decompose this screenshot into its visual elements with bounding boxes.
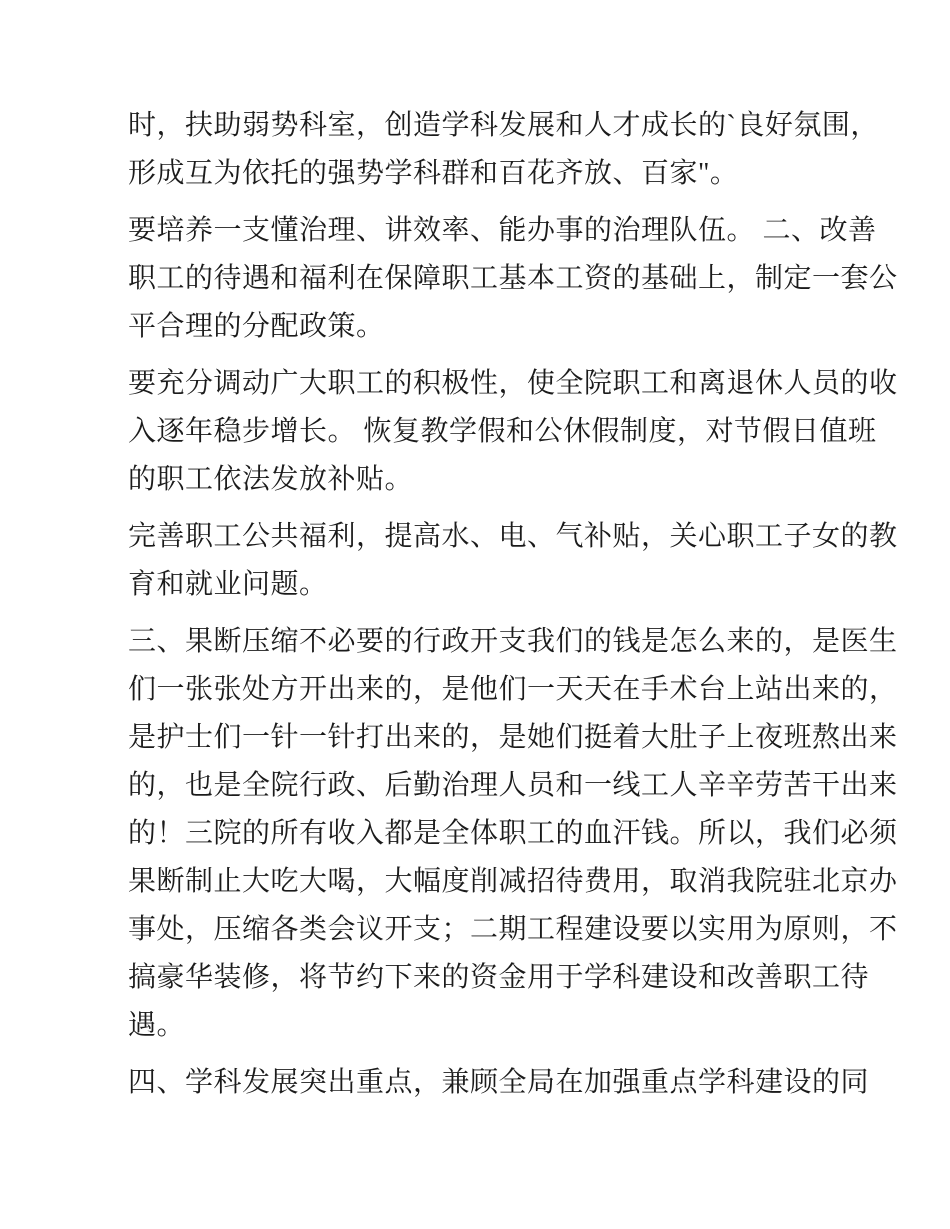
paragraph (128, 513, 898, 609)
text-line: 时，扶助弱势科室，创造学科发展和人才成长的`良好氛围， (128, 110, 879, 141)
text-line: 们一张张处方开出来的，是他们一天天在手术台上站出来的， (128, 674, 898, 705)
paragraph (128, 102, 879, 198)
text-line: 遇。 (128, 1010, 186, 1041)
text-line: 事处，压缩各类会议开支；二期工程建设要以实用为原则，不 (128, 914, 898, 945)
text-line: 育和就业问题。 (128, 569, 328, 600)
text-line: 职工的待遇和福利在保障职工基本工资的基础上，制定一套公 (128, 263, 898, 294)
text-line: 形成互为依托的强势学科群和百花齐放、百家"。 (128, 158, 739, 189)
paragraph (128, 618, 898, 1050)
paragraph (128, 1059, 870, 1107)
text-line: 的！三院的所有收入都是全体职工的血汗钱。所以，我们必须 (128, 818, 898, 849)
paragraph (128, 360, 898, 504)
text-line: 果断制止大吃大喝，大幅度削减招待费用，取消我院驻北京办 (128, 866, 898, 897)
text-line: 平合理的分配政策。 (128, 311, 385, 342)
text-line: 要充分调动广大职工的积极性，使全院职工和离退休人员的收 (128, 368, 898, 399)
text-line: 三、果断压缩不必要的行政开支我们的钱是怎么来的，是医生 (128, 626, 898, 657)
text-line: 是护士们一针一针打出来的，是她们挺着大肚子上夜班熬出来 (128, 722, 898, 753)
text-line: 的，也是全院行政、后勤治理人员和一线工人辛辛劳苦干出来 (128, 770, 898, 801)
text-line: 要培养一支懂治理、讲效率、能办事的治理队伍。 二、改善 (128, 215, 877, 246)
text-line: 四、学科发展突出重点，兼顾全局在加强重点学科建设的同 (128, 1067, 870, 1098)
text-line: 的职工依法发放补贴。 (128, 464, 414, 495)
text-line: 完善职工公共福利，提高水、电、气补贴，关心职工子女的教 (128, 521, 898, 552)
paragraph (128, 207, 898, 351)
text-line: 搞豪华装修，将节约下来的资金用于学科建设和改善职工待 (128, 962, 870, 993)
text-line: 入逐年稳步增长。 恢复教学假和公休假制度，对节假日值班 (128, 416, 877, 447)
